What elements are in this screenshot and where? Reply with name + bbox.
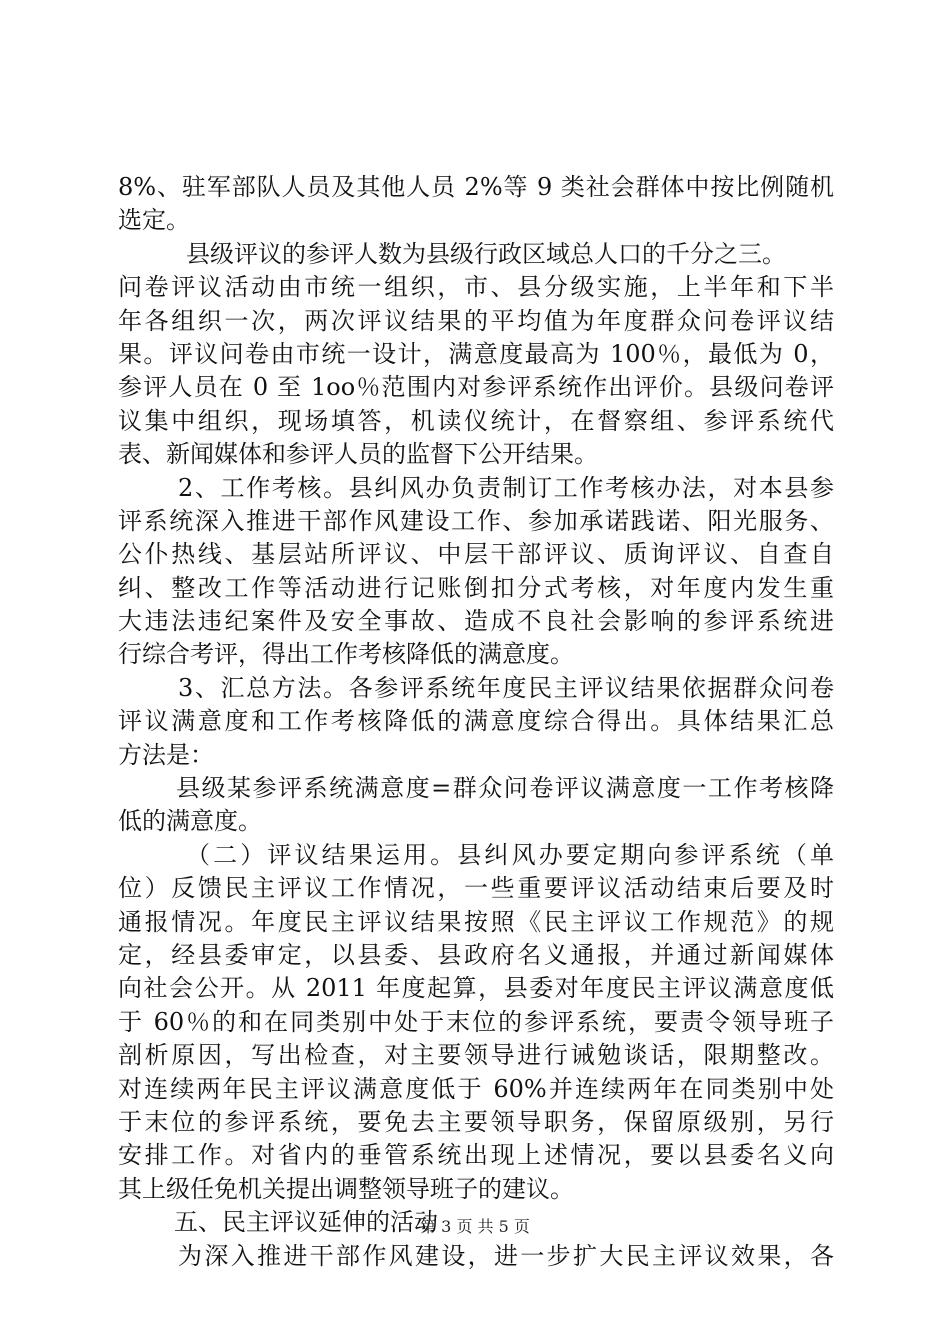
- text-line: 位）反馈民主评议工作情况，一些重要评议活动结束后要及时: [118, 874, 834, 903]
- text-line: 于末位的参评系统，要免去主要领导职务，保留原级别，另行: [118, 1107, 834, 1136]
- text-line: 行综合考评，得出工作考核降低的满意度。: [118, 640, 574, 669]
- text-line: 其上级任免机关提出调整领导班子的建议。: [118, 1174, 574, 1203]
- text-line: 纠、整改工作等活动进行记账倒扣分式考核，对年度内发生重: [118, 573, 834, 602]
- text-line: 参评人员在 0 至 1oo％范围内对参评系统作出评价。县级问卷评: [118, 373, 834, 402]
- text-line: 问卷评议活动由市统一组织，市、县分级实施，上半年和下半: [118, 273, 834, 302]
- text-line: 五、民主评议延伸的活动: [174, 1208, 438, 1237]
- text-line: （二）评议结果运用。县纠风办要定期向参评系统（单: [186, 840, 834, 869]
- text-line: 安排工作。对省内的垂管系统出现上述情况，要以县委名义向: [118, 1141, 834, 1170]
- text-line: 县级评议的参评人数为县级行政区域总人口的千分之三。: [186, 239, 786, 268]
- text-line: 果。评议问卷由市统一设计，满意度最高为 100％，最低为 0，: [118, 339, 834, 368]
- text-line: 定，经县委审定，以县委、县政府名义通报，并通过新闻媒体: [118, 940, 834, 969]
- text-line: 8%、驻军部队人员及其他人员 2%等 9 类社会群体中按比例随机: [118, 173, 834, 201]
- text-line: 表、新闻媒体和参评人员的监督下公开结果。: [118, 440, 598, 469]
- text-line: 评系统深入推进干部作风建设工作、参加承诺践诺、阳光服务、: [118, 506, 834, 535]
- text-line: 县级某参评系统满意度=群众问卷评议满意度一工作考核降: [176, 774, 834, 803]
- text-line: 3、汇总方法。各参评系统年度民主评议结果依据群众问卷: [178, 673, 834, 702]
- text-line: 大违法违纪案件及安全事故、造成不良社会影响的参评系统进: [118, 607, 834, 636]
- text-line: 议集中组织，现场填答，机读仪统计，在督察组、参评系统代: [118, 406, 834, 435]
- text-line: 为深入推进干部作风建设，进一步扩大民主评议效果，各: [178, 1241, 834, 1270]
- text-line: 通报情况。年度民主评议结果按照《民主评议工作规范》的规: [118, 907, 834, 936]
- text-line: 于 60％的和在同类别中处于末位的参评系统，要责令领导班子: [118, 1007, 834, 1036]
- text-line: 对连续两年民主评议满意度低于 60%并连续两年在同类别中处: [118, 1074, 834, 1103]
- text-line: 剖析原因，写出检查，对主要领导进行诫勉谈话，限期整改。: [118, 1041, 834, 1070]
- text-line: 2、工作考核。县纠风办负责制订工作考核办法，对本县参: [178, 473, 834, 502]
- text-line: 向社会公开。从 2011 年度起算，县委对年度民主评议满意度低: [118, 974, 834, 1003]
- text-line: 低的满意度。: [118, 807, 262, 836]
- text-line: 年各组织一次，两次评议结果的平均值为年度群众问卷评议结: [118, 306, 834, 335]
- document-body: [118, 171, 834, 1273]
- text-line: 公仆热线、基层站所评议、中层干部评议、质询评议、自查自: [118, 540, 834, 569]
- text-line: 方法是：: [118, 740, 214, 769]
- text-line: 评议满意度和工作考核降低的满意度综合得出。具体结果汇总: [118, 707, 834, 736]
- page-footer: 第 3 页 共 5 页: [420, 1217, 530, 1236]
- text-line: 选定。: [118, 206, 190, 235]
